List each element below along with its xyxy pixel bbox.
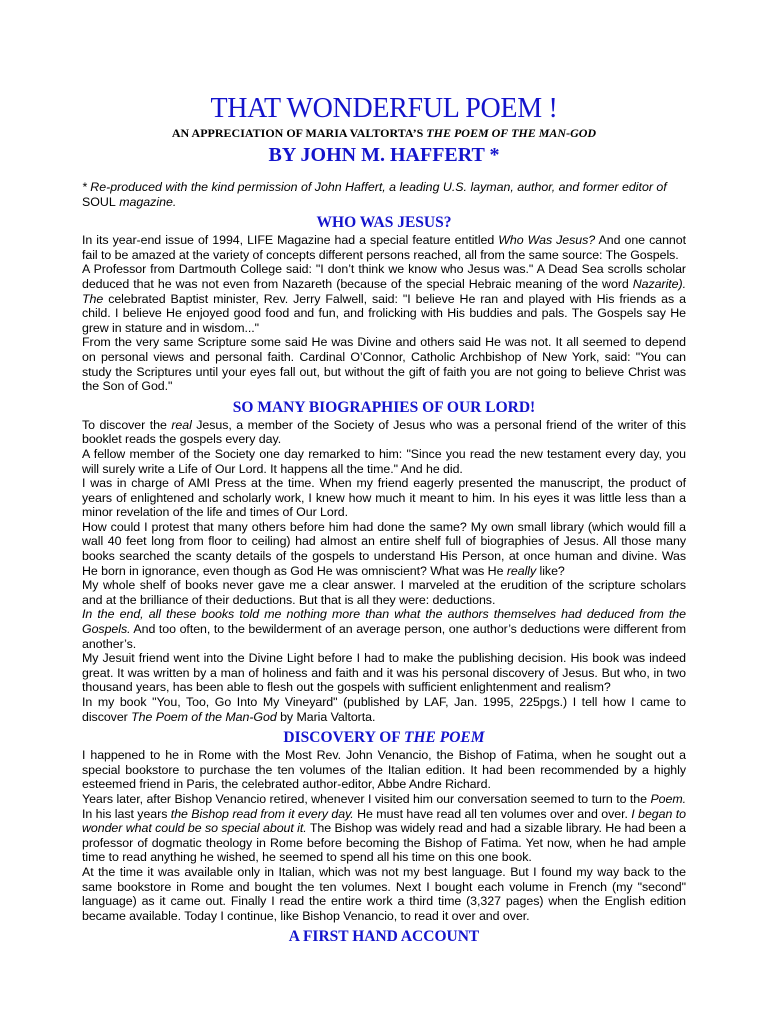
paragraph: My whole shelf of books never gave me a clear answer. I marveled at the erudition of the scripture scholars and at the brilliance of their deductions. But that is all they were: deductions.	[82, 578, 686, 607]
paragraph: In its year-end issue of 1994, LIFE Magazine had a special feature entitled Who Was Jesus? And one cannot fail to be amazed at the variety of concepts different persons reached, all from the same source: The Gospels.	[82, 233, 686, 262]
author-byline: BY JOHN M. HAFFERT *	[268, 144, 500, 166]
section-heading: WHO WAS JESUS?	[316, 214, 452, 232]
subtitle-book-title: THE POEM OF THE MAN-GOD	[426, 126, 597, 140]
subtitle-prefix: AN APPRECIATION OF MARIA VALTORTA’S	[171, 126, 427, 140]
paragraph: A Professor from Dartmouth College said: "I don’t think we know who Jesus was." A Dead Sea scrolls scholar deduced that he was not even from Nazareth (because of the special Hebraic meaning of the word Nazarite). The celebrated Baptist minister, Rev. Jerry Falwell, said: "I believe He ran and played with His friends as a child. I believe He enjoyed good food and fun, and frolicking with His buddies and pals. The Gospels say He grew in stature and in wisdom..."	[82, 262, 686, 335]
note-soul: SOUL	[82, 194, 116, 209]
section-heading: A FIRST HAND ACCOUNT	[288, 928, 480, 946]
paragraph: A fellow member of the Society one day remarked to him: "Since you read the new testament every day, you will surely write a Life of Our Lord. It happens all the time." And he did.	[82, 446, 686, 476]
document-body	[82, 213, 686, 946]
paragraph: At the time it was available only in Italian, which was not my best language. But I found my way back to the same bookstore in Rome and bought the ten volumes. Next I bought each volume in French (my "second" language) as it came out. Finally I read the entire work a third time (3,327 pages) when the English edition became available. Today I continue, like Bishop Venancio, to read it over and over.	[82, 864, 686, 923]
paragraph: In my book "You, Too, Go Into My Vineyard" (published by LAF, Jan. 1995, 225pgs.) I tell how I came to discover The Poem of the Man-God by Maria Valtorta.	[82, 695, 686, 724]
document-subtitle	[82, 126, 686, 140]
paragraph: I happened to he in Rome with the Most Rev. John Venancio, the Bishop of Fatima, when he sought out a special bookstore to purchase the ten volumes of the Italian edition. It had been recommended by a highly esteemed friend in Paris, the celebrated author-editor, Abbe Andre Richard.	[82, 748, 686, 792]
paragraph: In the end, all these books told me nothing more than what the authors themselves had deduced from the Gospels. And too often, to the bewilderment of an average person, one author’s deductions were different from another’s.	[82, 607, 686, 651]
paragraph: From the very same Scripture some said He was Divine and others said He was not. It all seemed to depend on personal views and personal faith. Cardinal O’Connor, Catholic Archbishop of New York, said: "You can study the Scriptures until your eyes fall out, but without the gift of faith you are not going to believe Christ was the Son of God."	[82, 335, 686, 394]
reproduction-note	[82, 180, 686, 209]
note-text-1: * Re-produced with the kind permission of John Haffert, a leading U.S. layman, author, and former editor of	[82, 180, 667, 194]
paragraph: How could I protest that many others before him had done the same? My own small library (which would fill a wall 40 feet long from floor to ceiling) had almost an entire shelf full of biographies of Jesus. All those many books searched the scanty details of the gospels to understand His Person, at once human and divine. Was He born in ignorance, even though as God He was omniscient? What was He really like?	[82, 519, 686, 578]
section-heading: DISCOVERY OF THE POEM	[283, 729, 485, 747]
paragraph: To discover the real Jesus, a member of the Society of Jesus who was a personal friend of the writer of this booklet reads the gospels every day.	[82, 417, 686, 447]
section-heading: SO MANY BIOGRAPHIES OF OUR LORD!	[232, 398, 536, 416]
paragraph: Years later, after Bishop Venancio retired, whenever I visited him our conversation seemed to turn to the Poem. In his last years the Bishop read from it every day. He must have read all ten volumes over and over. I began to wonder what could be so special about it. The Bishop was widely read and had a sizable library. He had been a professor of dogmatic theology in Rome before becoming the Bishop of Fatima. Yet now, when he had ample time to read anything he wished, he seemed to spend all his time on this one book.	[82, 791, 686, 865]
document-title: THAT WONDERFUL POEM !	[210, 93, 558, 124]
note-text-2: magazine.	[115, 194, 177, 209]
paragraph: My Jesuit friend went into the Divine Light before I had to make the publishing decision. His book was indeed great. It was written by a man of holiness and faith and it was his personal discovery of Jesus. But who, in two thousand years, has been able to flesh out the gospels with sufficient enlightenment and realism?	[82, 651, 686, 695]
paragraph: I was in charge of AMI Press at the time. When my friend eagerly presented the manuscript, the product of years of enlightened and scholarly work, I knew how much it meant to him. In his eyes it was little less than a minor revelation of the life and times of Our Lord.	[82, 476, 686, 520]
